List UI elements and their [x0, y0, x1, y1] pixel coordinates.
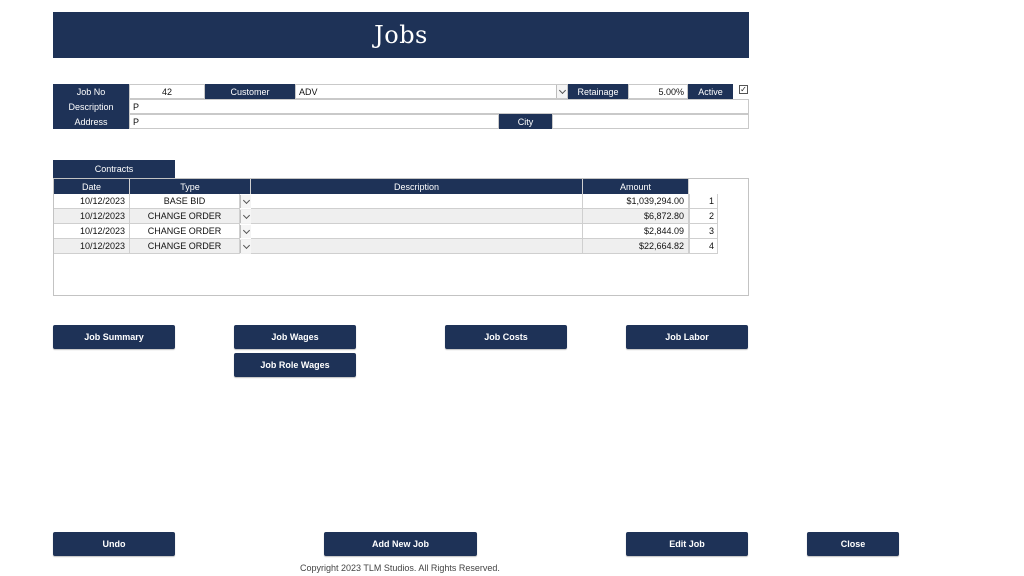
job-no-label: Job No — [53, 84, 129, 99]
job-no-field[interactable]: 42 — [129, 84, 205, 99]
retainage-field[interactable]: 5.00% — [628, 84, 688, 99]
type-dropdown-button[interactable] — [240, 210, 251, 223]
row-number: 3 — [689, 224, 718, 239]
retainage-label: Retainage — [568, 84, 628, 99]
city-label: City — [499, 114, 552, 129]
type-cell[interactable]: CHANGE ORDER — [130, 239, 240, 254]
amount-cell[interactable]: $6,872.80 — [583, 209, 689, 224]
date-cell[interactable]: 10/12/2023 — [54, 224, 130, 239]
customer-value: ADV — [299, 86, 318, 97]
chevron-down-icon — [242, 226, 249, 233]
customer-label: Customer — [205, 84, 295, 99]
add-new-job-button[interactable]: Add New Job — [324, 532, 477, 556]
undo-button[interactable]: Undo — [53, 532, 175, 556]
type-cell[interactable]: CHANGE ORDER — [130, 224, 240, 239]
table-row[interactable] — [54, 224, 718, 239]
customer-dropdown[interactable] — [295, 84, 568, 99]
job-labor-button[interactable]: Job Labor — [626, 325, 748, 349]
job-wages-button[interactable]: Job Wages — [234, 325, 356, 349]
close-button[interactable]: Close — [807, 532, 899, 556]
tab-contracts[interactable]: Contracts — [53, 160, 175, 178]
row-number: 2 — [689, 209, 718, 224]
page-title: Jobs — [374, 21, 428, 49]
customer-dropdown-button[interactable] — [556, 85, 567, 98]
column-header-amount: Amount — [583, 179, 689, 194]
description-field[interactable]: P — [129, 99, 749, 114]
table-row[interactable] — [54, 194, 718, 209]
date-cell[interactable]: 10/12/2023 — [54, 239, 130, 254]
contracts-table — [53, 178, 749, 296]
table-row[interactable] — [54, 239, 718, 254]
title-banner — [53, 12, 749, 58]
description-cell[interactable] — [251, 224, 583, 239]
chevron-down-icon — [242, 211, 249, 218]
description-cell[interactable] — [251, 194, 583, 209]
date-cell[interactable]: 10/12/2023 — [54, 209, 130, 224]
copyright-footer: Copyright 2023 TLM Studios. All Rights Reserved. — [300, 563, 500, 573]
type-dropdown-button[interactable] — [240, 240, 251, 253]
checkbox-checked-icon: ✓ — [740, 85, 747, 94]
type-dropdown-button[interactable] — [240, 195, 251, 208]
type-dropdown-button[interactable] — [240, 225, 251, 238]
chevron-down-icon — [242, 196, 249, 203]
address-label: Address — [53, 114, 129, 129]
amount-cell[interactable]: $22,664.82 — [583, 239, 689, 254]
description-label: Description — [53, 99, 129, 114]
row-number: 1 — [689, 194, 718, 209]
job-summary-button[interactable]: Job Summary — [53, 325, 175, 349]
type-cell[interactable]: BASE BID — [130, 194, 240, 209]
city-field[interactable] — [552, 114, 749, 129]
chevron-down-icon — [558, 86, 565, 93]
amount-cell[interactable]: $1,039,294.00 — [583, 194, 689, 209]
table-row[interactable] — [54, 209, 718, 224]
date-cell[interactable]: 10/12/2023 — [54, 194, 130, 209]
address-field[interactable]: P — [129, 114, 499, 129]
active-checkbox[interactable] — [739, 85, 748, 94]
description-cell[interactable] — [251, 239, 583, 254]
job-costs-button[interactable]: Job Costs — [445, 325, 567, 349]
column-header-description: Description — [251, 179, 583, 194]
column-header-date: Date — [54, 179, 130, 194]
row-number: 4 — [689, 239, 718, 254]
description-cell[interactable] — [251, 209, 583, 224]
column-header-type: Type — [130, 179, 251, 194]
active-label: Active — [688, 84, 733, 99]
job-role-wages-button[interactable]: Job Role Wages — [234, 353, 356, 377]
amount-cell[interactable]: $2,844.09 — [583, 224, 689, 239]
edit-job-button[interactable]: Edit Job — [626, 532, 748, 556]
chevron-down-icon — [242, 241, 249, 248]
type-cell[interactable]: CHANGE ORDER — [130, 209, 240, 224]
